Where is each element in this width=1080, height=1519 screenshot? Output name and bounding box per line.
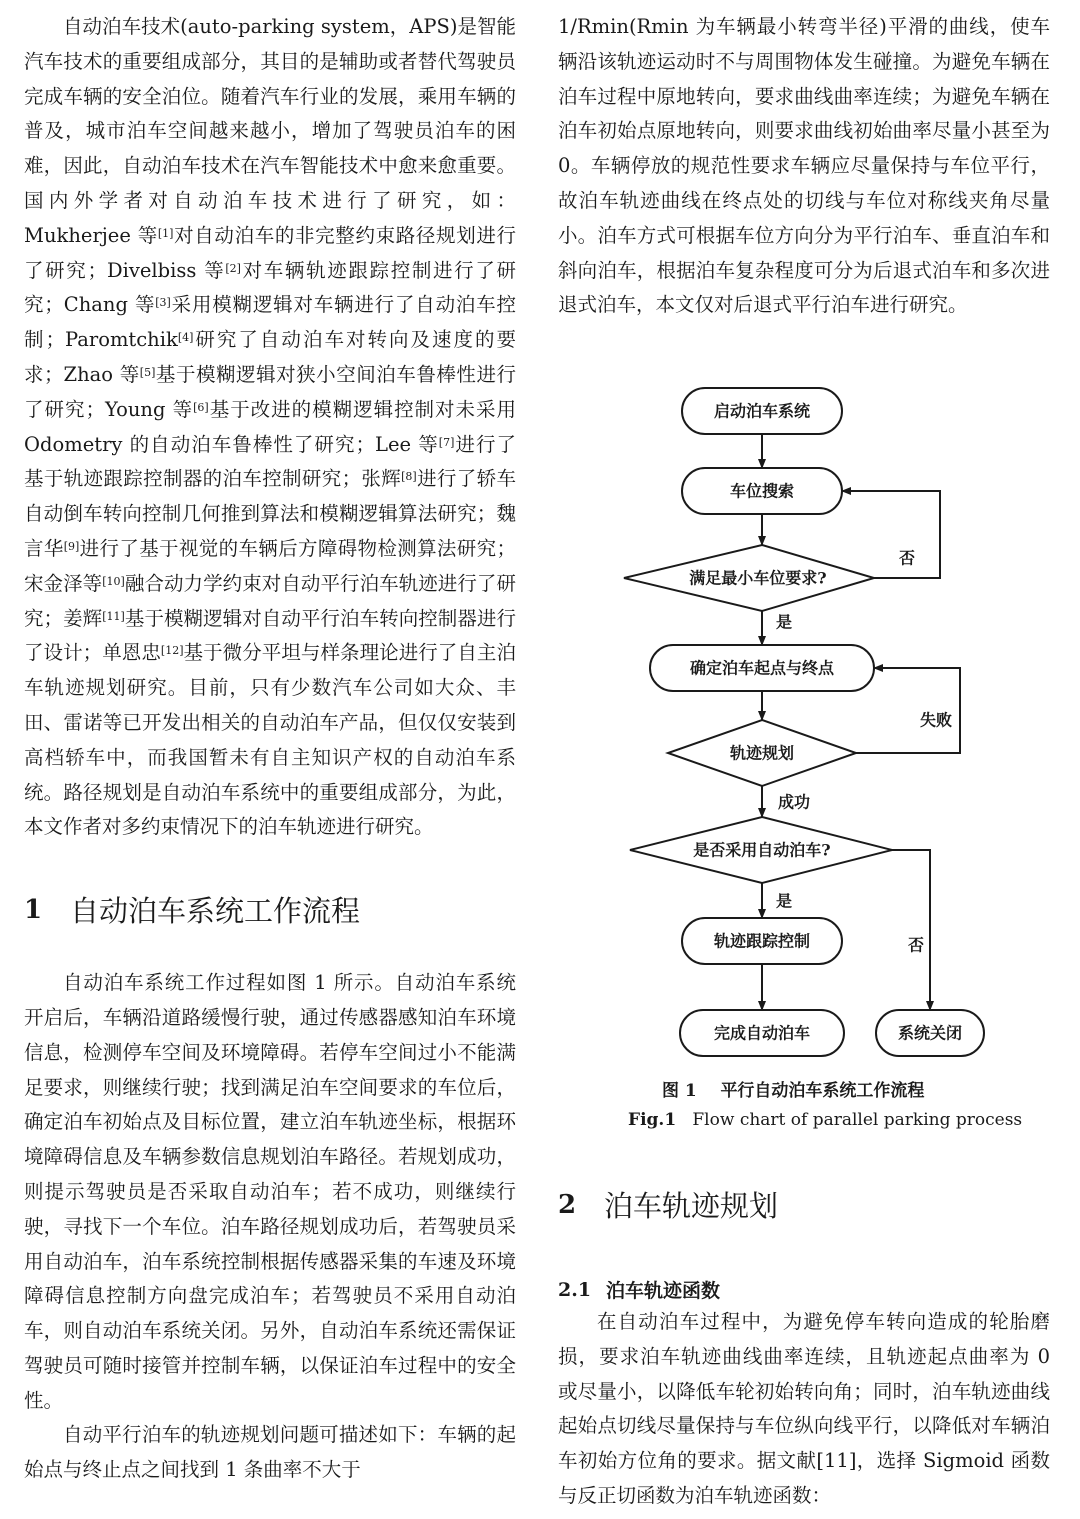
citation: [11] bbox=[102, 609, 125, 623]
citation: [7] bbox=[438, 435, 455, 449]
citation: [4] bbox=[177, 331, 194, 345]
citation: [1] bbox=[157, 226, 174, 240]
section-title: 自动泊车系统工作流程 bbox=[70, 894, 361, 929]
intro-text: 对自动泊车的非完整约束路径规划进行了研究；Divelbiss 等 bbox=[24, 223, 516, 282]
subsection-title: 泊车轨迹函数 bbox=[606, 1280, 721, 1302]
intro-paragraph bbox=[24, 10, 516, 845]
intro-text: 采用模糊逻辑对车辆进行了自动泊车控制；Paromtchik bbox=[24, 293, 516, 352]
intro-text: 基于模糊逻辑对自动平行泊车转向控制器进行了设计；单恩忠 bbox=[24, 606, 516, 665]
section-1-heading bbox=[24, 889, 516, 930]
track-label: 轨迹跟踪控制 bbox=[713, 931, 811, 951]
right-column bbox=[558, 10, 1050, 323]
search-label: 车位搜索 bbox=[729, 481, 795, 501]
start-label: 启动泊车系统 bbox=[713, 401, 811, 421]
intro-text: 基于微分平坦与样条理论进行了自主泊车轨迹规划研究。目前，只有少数汽车公司如大众、丰田、雷诺等已开发出相关的自动泊车产品，但仅仅安装到高档轿车中，而我国暂未有自主知识产权的自动泊车系统。路径规划是自动泊车系统中的重要组成部分，为此，本文作者对多约束情况下的泊车轨迹进行研究。 bbox=[24, 641, 516, 839]
citation: [9] bbox=[63, 539, 80, 553]
section-title: 泊车轨迹规划 bbox=[604, 1189, 779, 1223]
citation: [2] bbox=[225, 261, 241, 275]
yes-label: 是 bbox=[775, 612, 793, 632]
citation: [6] bbox=[193, 400, 209, 414]
finish-label: 完成自动泊车 bbox=[713, 1023, 811, 1043]
check-space-label: 满足最小车位要求? bbox=[689, 568, 827, 588]
intro-text: 融合动力学约束对自动平行泊车轨迹进行了研究；姜辉 bbox=[24, 571, 516, 630]
section-number: 1 bbox=[24, 894, 43, 925]
continuation-paragraph: 1/Rmin(Rmin 为车辆最小转弯半径)平滑的曲线，使车辆沿该轨迹运动时不与周围物体发生碰撞。为避免车辆在泊车过程中原地转向，要求曲线曲率连续；为避免车辆在泊车初始点原地转向，则要求曲线初始曲率尽量小甚至为 0。车辆停放的规范性要求车辆应尽量保持与车位平行，故泊车轨迹曲线在终点处的切线与车位对称线夹角尽量小。泊车方式可根据车位方向分为平行泊车、垂直泊车和斜向泊车，根据泊车复杂程度可分为后退式泊车和多次进退式泊车，本文仅对后退式平行泊车进行研究。 bbox=[558, 15, 1050, 317]
citation: [8] bbox=[401, 470, 417, 484]
determine-label: 确定泊车起点与终点 bbox=[689, 658, 835, 678]
ask-auto-label: 是否采用自动泊车? bbox=[693, 840, 831, 860]
no-label: 否 bbox=[898, 548, 916, 568]
subsection-heading bbox=[558, 1276, 1050, 1303]
intro-text: 进行了基于视觉的车辆后方障碍物检测算法研究；宋金泽等 bbox=[24, 536, 516, 595]
citation: [12] bbox=[160, 644, 184, 658]
section-number: 2 bbox=[558, 1189, 577, 1220]
fail-label: 失败 bbox=[919, 710, 953, 730]
workflow-paragraph: 自动泊车系统工作过程如图 1 所示。自动泊车系统开启后，车辆沿道路缓慢行驶，通过传感器感知泊车环境信息，检测停车空间及环境障碍。若停车空间过小不能满足要求，则继续行驶；找到满足泊车空间要求的车位后，确定泊车初始点及目标位置，建立泊车轨迹坐标，根据环境障碍信息及车辆参数信息规划泊车路径。若规划成功，则提示驾驶员是否采取自动泊车；若不成功，则继续行驶，寻找下一个车位。泊车路径规划成功后，若驾驶员采用自动泊车，泊车系统控制根据传感器采集的车速及环境障碍信息控制方向盘完成泊车；若驾驶员不采用自动泊车，则自动泊车系统关闭。另外，自动泊车系统还需保证驾驶员可随时接管并控制车辆，以保证泊车过程中的安全性。 bbox=[24, 971, 516, 1412]
intro-text: 自动泊车技术(auto-parking system，APS)是智能汽车技术的重要组成部分，其目的是辅助或者替代驾驶员完成车辆的安全泊位。随着汽车行业的发展，乘用车辆的普及，城市泊车空间越来越小，增加了驾驶员泊车的困难，因此，自动泊车技术在汽车智能技术中愈来愈重要。国内外学者对自动泊车技术进行了研究，如：Mukherjee 等 bbox=[24, 15, 516, 247]
shutdown-label: 系统关闭 bbox=[897, 1023, 963, 1043]
figure-number: 图 1 bbox=[662, 1081, 697, 1101]
intro-text: 进行了轿车自动倒车转向控制几何推到算法和模糊逻辑算法研究；魏言华 bbox=[24, 467, 516, 560]
trajectory-paragraph: 在自动泊车过程中，为避免停车转向造成的轮胎磨损，要求泊车轨迹曲线曲率连续，且轨迹起点曲率为 0 或尽量小，以降低车轮初始转向角；同时，泊车轨迹曲线起始点切线尽量保持与车位纵向线平行，以降低对车辆泊车初始方位角的要求。据文献[11]，选择 Sigmoid 函数与反正切函数为泊车轨迹函数： bbox=[558, 1310, 1050, 1507]
figure-title: 平行自动泊车系统工作流程 bbox=[720, 1081, 925, 1101]
intro-text: 基于改进的模糊逻辑控制对未采用 Odometry 的自动泊车鲁棒性了研究；Lee 等 bbox=[24, 397, 516, 456]
figure-caption-cn bbox=[662, 1076, 924, 1101]
intro-text: 对车辆轨迹跟踪控制进行了研究；Chang 等 bbox=[24, 258, 516, 317]
success-label: 成功 bbox=[777, 792, 811, 812]
no-label: 否 bbox=[907, 935, 925, 955]
problem-paragraph: 自动平行泊车的轨迹规划问题可描述如下：车辆的起始点与终止点之间找到 1 条曲率不大于 bbox=[24, 1423, 516, 1482]
figure-caption-en bbox=[628, 1110, 1022, 1130]
intro-text: 基于模糊逻辑对狭小空间泊车鲁棒性进行了研究；Young 等 bbox=[24, 362, 516, 421]
section-2-1 bbox=[558, 1276, 1050, 1514]
parking-flowchart bbox=[600, 380, 1020, 1070]
section-2-heading bbox=[558, 1184, 778, 1225]
citation: [5] bbox=[139, 365, 156, 379]
figure-title-en: Flow chart of parallel parking process bbox=[692, 1110, 1023, 1130]
figure-number-en: Fig.1 bbox=[628, 1110, 677, 1130]
citation: [10] bbox=[102, 574, 125, 588]
left-column bbox=[24, 10, 516, 1488]
plan-label: 轨迹规划 bbox=[729, 743, 795, 763]
intro-text: 进行了基于轨迹跟踪控制器的泊车控制研究；张辉 bbox=[24, 432, 516, 491]
intro-text: 研究了自动泊车对转向及速度的要求；Zhao 等 bbox=[24, 328, 516, 386]
yes-label: 是 bbox=[775, 891, 793, 911]
subsection-number: 2.1 bbox=[558, 1278, 592, 1301]
citation: [3] bbox=[155, 296, 171, 310]
